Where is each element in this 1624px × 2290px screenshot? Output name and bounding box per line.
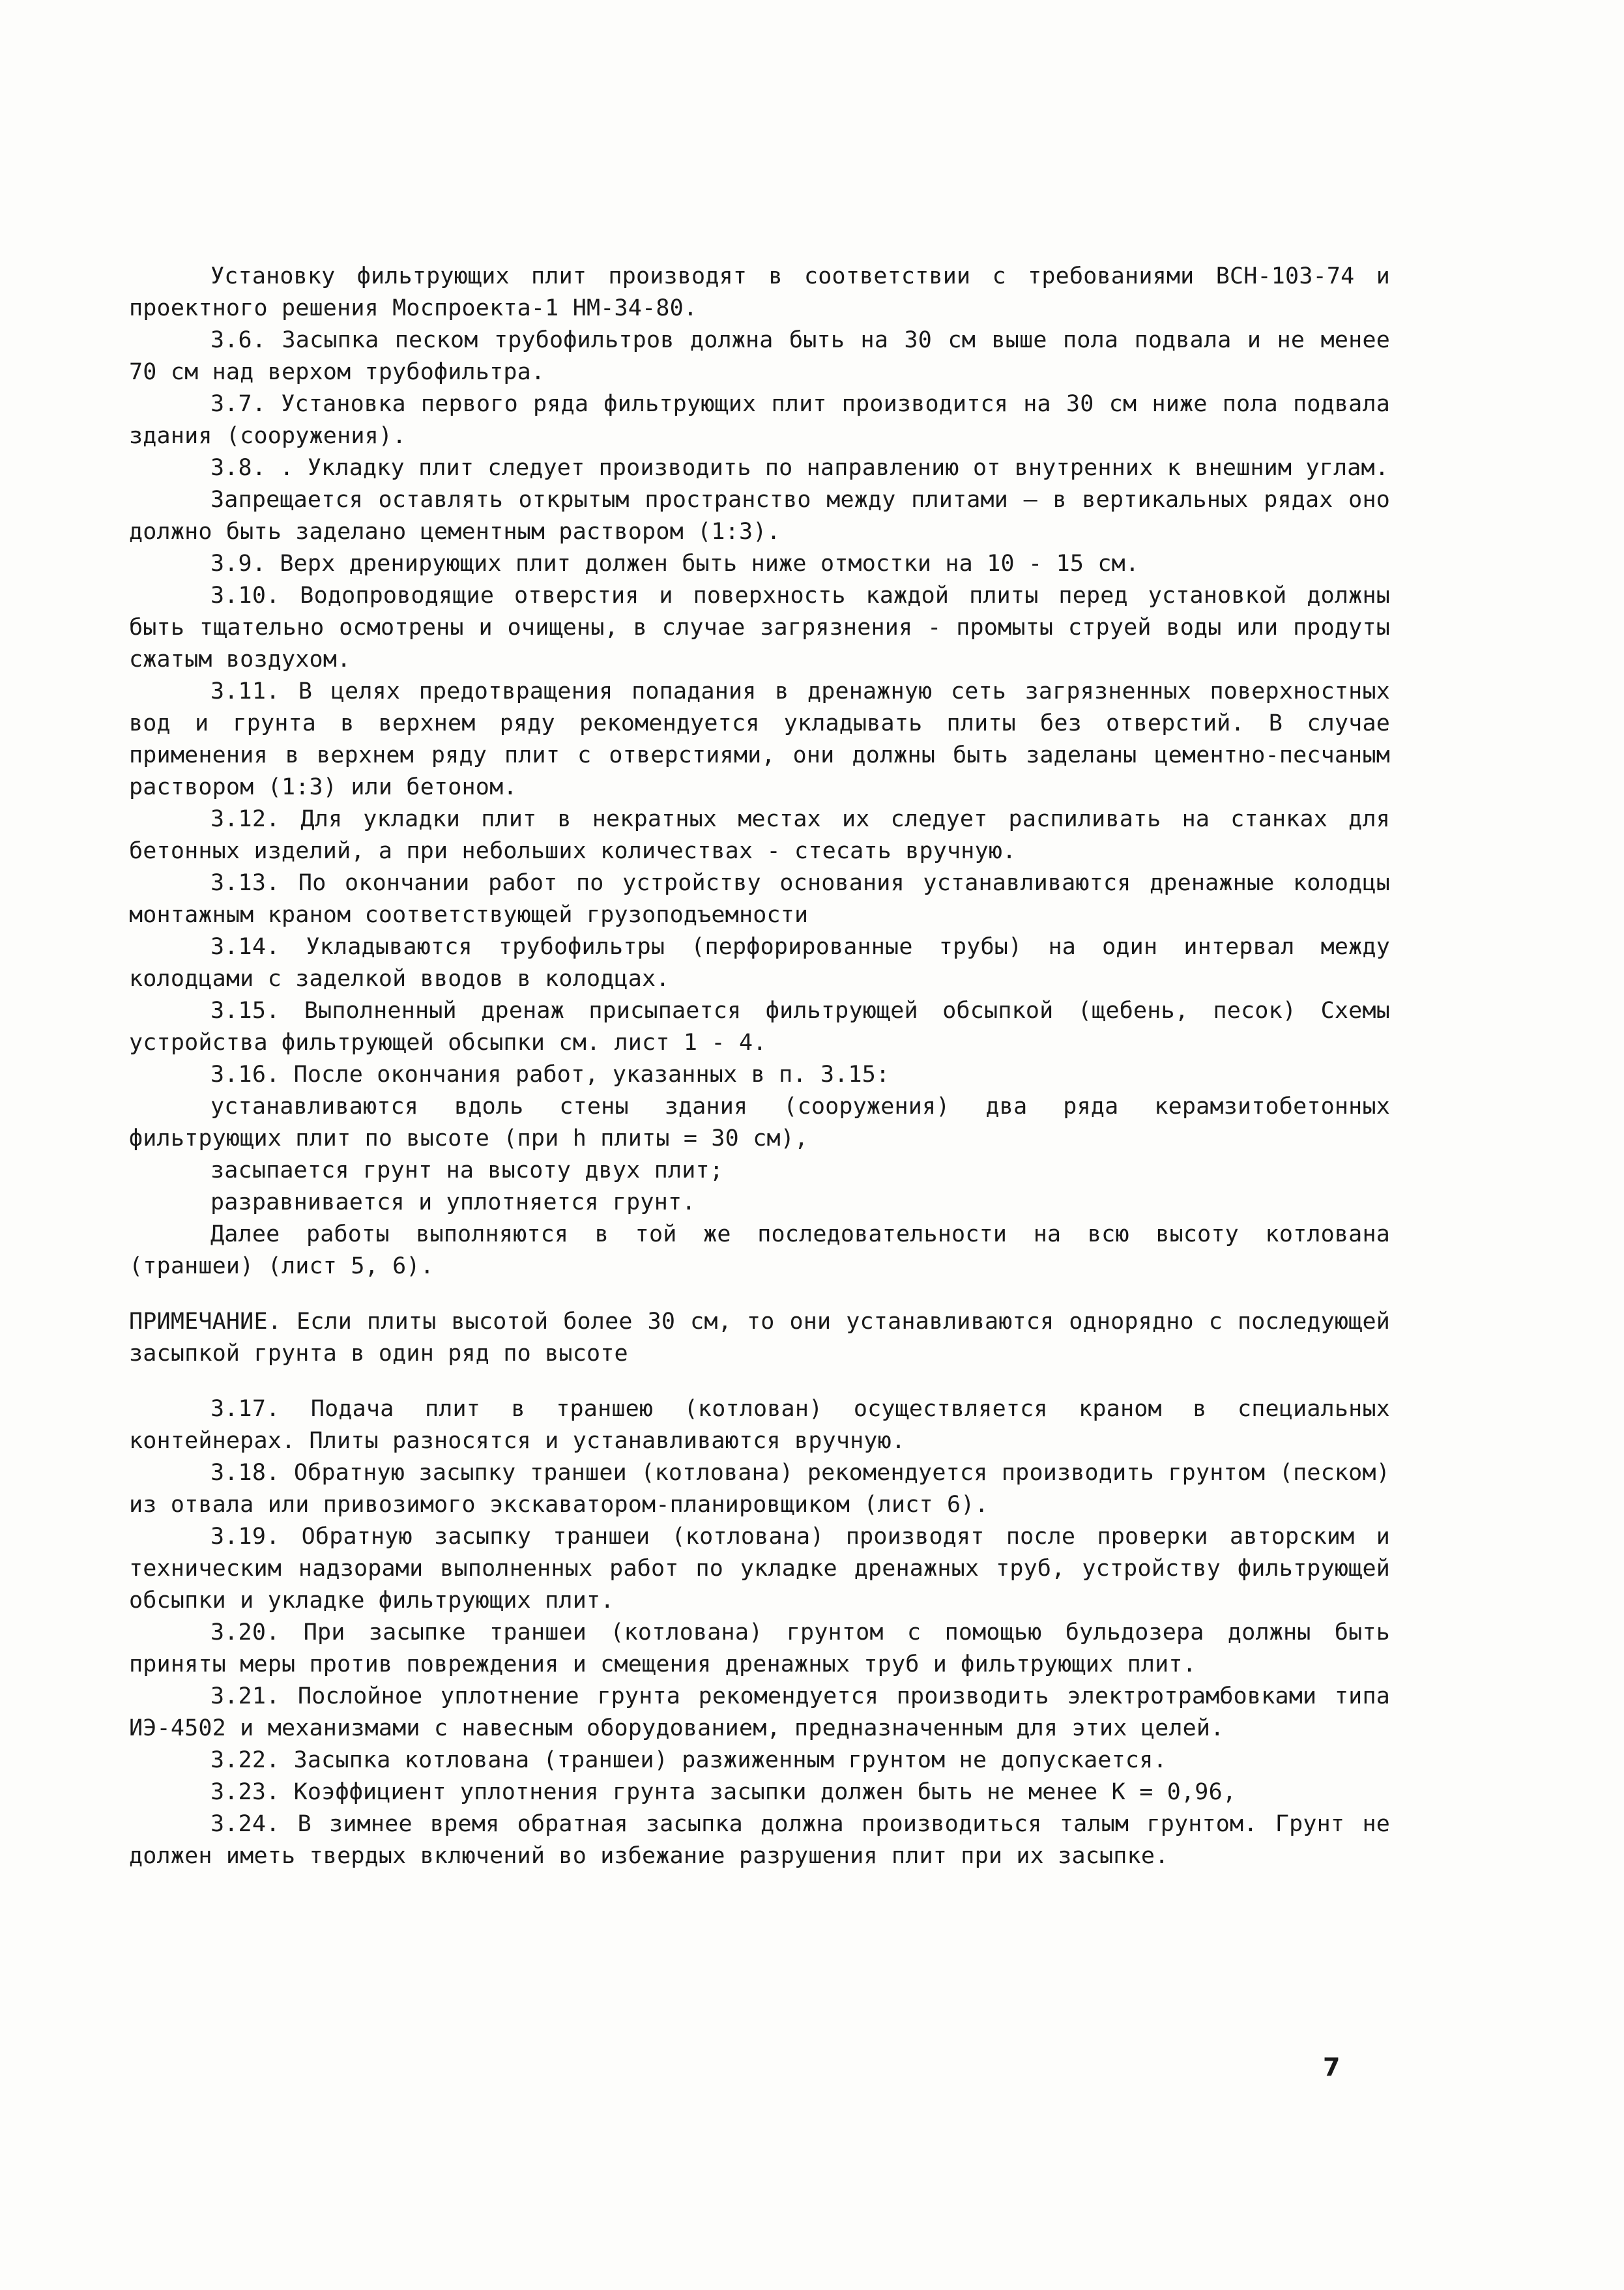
paragraph-3-23: 3.23. Коэффициент уплотнения грунта засыпки должен быть не менее К = 0,96, (210, 1779, 1237, 1805)
paragraph-3-17: 3.17. Подача плит в траншею (котлован) осуществляется краном в специальных контейнерах. Плиты разносятся и устанавливаются вручную. (129, 1396, 1390, 1454)
paragraph-3-19: 3.19. Обратную засыпку траншеи (котлована) производят после проверки авторским и техническим надзорами выполненных работ по укладке дренажных труб, устройству фильтрующей обсыпки и укладке фильтрующих плит. (129, 1524, 1390, 1614)
paragraph-3-8: 3.8. . Укладку плит следует производить по направлению от внутренних к внешним углам. (210, 455, 1389, 481)
paragraph-3-16-step-b: засыпается грунт на высоту двух плит; (210, 1157, 724, 1183)
paragraph-3-16-step-c: разравнивается и уплотняется грунт. (210, 1189, 696, 1215)
paragraph-3-6: 3.6. Засыпка песком трубофильтров должна быть на 30 см выше пола подвала и не менее 70 см над верхом трубофильтра. (129, 327, 1390, 385)
paragraph-3-13: 3.13. По окончании работ по устройству основания устанавливаются дренажные колодцы монтажным краном соответствующей грузоподъемности (129, 870, 1390, 928)
paragraph-3-16-step-d: Далее работы выполняются в той же последовательности на всю высоту котлована (траншеи) (лист 5, 6). (129, 1221, 1390, 1279)
paragraph-intro: Установку фильтрующих плит производят в соответствии с требованиями ВСН-103-74 и проектного решения Моспроекта-1 НМ-34-80. (129, 263, 1390, 321)
paragraph-3-24: 3.24. В зимнее время обратная засыпка должна производиться талым грунтом. Грунт не должен иметь твердых включений во избежание разрушения плит при их засыпке. (129, 1811, 1390, 1869)
paragraph-3-21: 3.21. Послойное уплотнение грунта рекомендуется производить электротрамбовками типа ИЭ-4502 и механизмами с навесным оборудованием, предназначенным для этих целей. (129, 1683, 1390, 1741)
paragraph-3-9: 3.9. Верх дренирующих плит должен быть ниже отмостки на 10 - 15 см. (210, 551, 1140, 577)
paragraph-3-12: 3.12. Для укладки плит в некратных местах их следует распиливать на станках для бетонных изделий, а при небольших количествах - стесать вручную. (129, 806, 1390, 864)
paragraph-3-8-continued: Запрещается оставлять открытым пространство между плитами – в вертикальных рядах оно должно быть заделано цементным раствором (1:3). (129, 487, 1390, 545)
paragraph-3-14: 3.14. Укладываются трубофильтры (перфорированные трубы) на один интервал между колодцами с заделкой вводов в колодцах. (129, 934, 1390, 992)
paragraph-3-16-step-a: устанавливаются вдоль стены здания (сооружения) два ряда керамзитобетонных фильтрующих плит по высоте (при h плиты = 30 см), (129, 1094, 1390, 1152)
paragraph-3-15: 3.15. Выполненный дренаж присыпается фильтрующей обсыпкой (щебень, песок) Схемы устройства фильтрующей обсыпки см. лист 1 - 4. (129, 998, 1390, 1056)
paragraph-3-22: 3.22. Засыпка котлована (траншеи) разжиженным грунтом не допускается. (210, 1747, 1167, 1773)
document-body (129, 261, 1390, 1872)
page-number: 7 (1323, 2053, 1341, 2081)
paragraph-3-16: 3.16. После окончания работ, указанных в п. 3.15: (210, 1062, 890, 1088)
paragraph-3-18: 3.18. Обратную засыпку траншеи (котлована) рекомендуется производить грунтом (песком) из отвала или привозимого экскаватором-планировщиком (лист 6). (129, 1460, 1390, 1518)
paragraph-3-11: 3.11. В целях предотвращения попадания в дренажную сеть загрязненных поверхностных вод и грунта в верхнем ряду рекомендуется укладывать плиты без отверстий. В случае применения в верхнем ряду плит с отверстиями, они должны быть заделаны цементно-песчаным раствором (1:3) или бетоном. (129, 678, 1390, 800)
paragraph-3-20: 3.20. При засыпке траншеи (котлована) грунтом с помощью бульдозера должны быть приняты меры против повреждения и смещения дренажных труб и фильтрующих плит. (129, 1619, 1390, 1677)
note-paragraph: ПРИМЕЧАНИЕ. Если плиты высотой более 30 см, то они устанавливаются однорядно с последующей засыпкой грунта в один ряд по высоте (129, 1309, 1390, 1367)
paragraph-3-7: 3.7. Установка первого ряда фильтрующих плит производится на 30 см ниже пола подвала здания (сооружения). (129, 391, 1390, 449)
paragraph-3-10: 3.10. Водопроводящие отверстия и поверхность каждой плиты перед установкой должны быть тщательно осмотрены и очищены, в случае загрязнения - промыты струей воды или продуты сжатым воздухом. (129, 583, 1390, 673)
